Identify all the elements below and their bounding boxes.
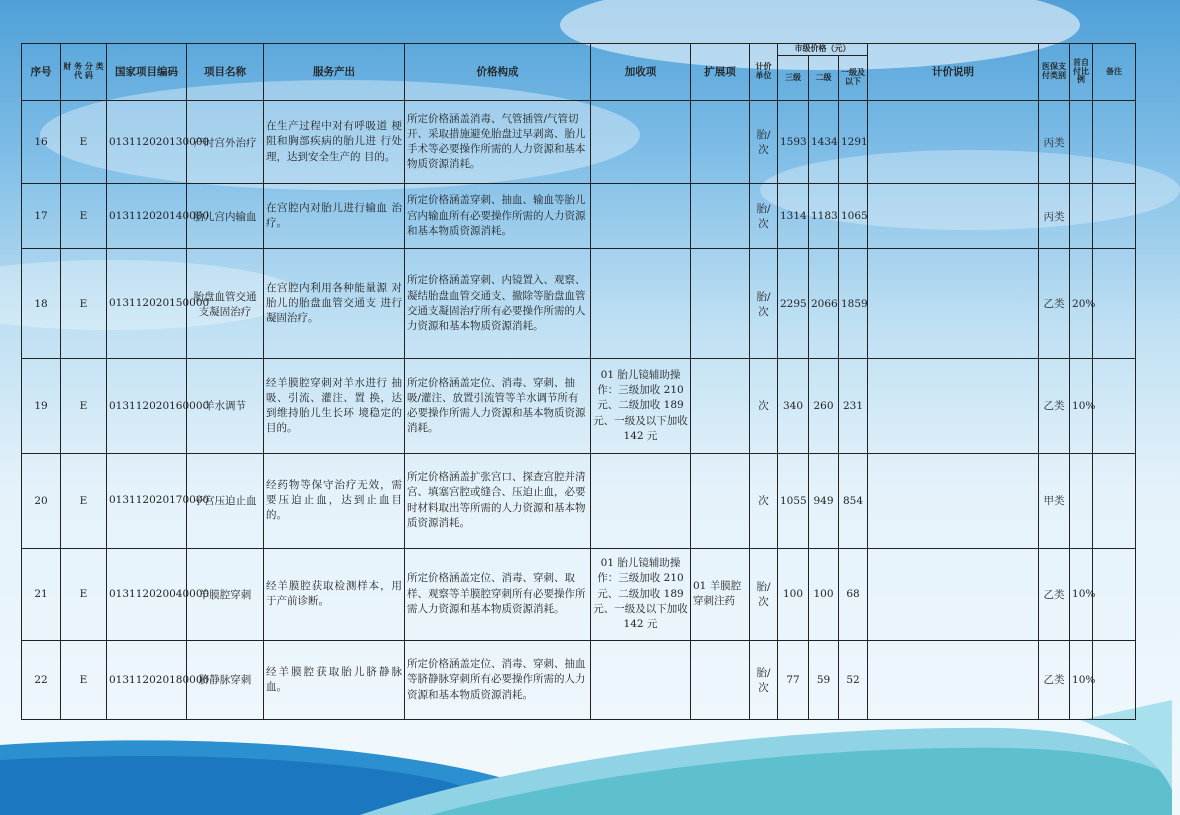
row-national-code: 013112020140000: [107, 184, 187, 249]
row-insurance-category: 乙类: [1039, 249, 1070, 359]
header-item-name: 项目名称: [187, 44, 264, 101]
row-price-level3: 100: [778, 548, 809, 640]
row-national-code: 013112020150000: [107, 249, 187, 359]
row-service-output: 经羊膜腔获取检测样本，用于产前诊断。: [264, 548, 405, 640]
header-level1-below: 一级及以下: [839, 56, 868, 101]
row-insurance-category: 乙类: [1039, 640, 1070, 719]
row-price-level2: 100: [809, 548, 839, 640]
row-extension: [691, 640, 750, 719]
header-self-pay-ratio: 首自付比例: [1070, 44, 1093, 101]
row-seq: 18: [22, 249, 61, 359]
row-price-level2: 260: [809, 359, 839, 453]
row-price-level3: 77: [778, 640, 809, 719]
row-item-name: 脐静脉穿刺: [187, 640, 264, 719]
row-service-output: 经羊膜腔穿刺对羊水进行 抽吸、引流、灌注、置 换，达到维持胎儿生长环 境稳定的目的。: [264, 359, 405, 453]
header-extension: 扩展项: [691, 44, 750, 101]
row-price-composition: 所定价格涵盖穿刺、内镜置入、观察、凝结胎盘血管交通支、撤除等胎盘血管交通支凝固治疗所有必要操作所需的人力资源和基本物质资源消耗。: [405, 249, 591, 359]
row-pricing-note: [868, 359, 1039, 453]
row-price-level1: 854: [839, 453, 868, 548]
row-unit: 胎/次: [750, 640, 778, 719]
row-unit: 胎/次: [750, 184, 778, 249]
row-finance-code: E: [61, 453, 107, 548]
row-national-code: 013112020170000: [107, 453, 187, 548]
row-seq: 19: [22, 359, 61, 453]
row-price-level1: 1291: [839, 101, 868, 184]
header-price-composition: 价格构成: [405, 44, 591, 101]
row-extension: [691, 184, 750, 249]
row-self-pay-ratio: [1070, 101, 1093, 184]
row-national-code: 013112020040000: [107, 548, 187, 640]
row-self-pay-ratio: 10%: [1070, 640, 1093, 719]
row-remark: [1093, 184, 1136, 249]
row-surcharge: [591, 249, 691, 359]
row-surcharge: [591, 101, 691, 184]
row-unit: 次: [750, 359, 778, 453]
row-service-output: 在宫腔内对胎儿进行输血 治疗。: [264, 184, 405, 249]
row-pricing-note: [868, 453, 1039, 548]
row-finance-code: E: [61, 249, 107, 359]
row-price-level1: 68: [839, 548, 868, 640]
row-finance-code: E: [61, 640, 107, 719]
row-price-level2: 1183: [809, 184, 839, 249]
row-insurance-category: 乙类: [1039, 548, 1070, 640]
row-remark: [1093, 101, 1136, 184]
row-self-pay-ratio: 10%: [1070, 359, 1093, 453]
row-unit: 胎/次: [750, 101, 778, 184]
row-price-composition: 所定价格涵盖定位、消毒、穿刺、取样、观察等羊膜腔穿刺所有必要操作所需人力资源和基本物质资源消耗。: [405, 548, 591, 640]
row-service-output: 经羊膜腔获取胎儿脐静脉 血。: [264, 640, 405, 719]
row-surcharge: [591, 184, 691, 249]
table-row: [22, 101, 1136, 184]
row-price-level1: 1065: [839, 184, 868, 249]
header-finance-code: 财 务 分 类 代 码: [61, 44, 107, 101]
row-price-level1: 231: [839, 359, 868, 453]
row-finance-code: E: [61, 184, 107, 249]
header-seq: 序号: [22, 44, 61, 101]
header-city-price: 市级价格（元）: [778, 44, 868, 56]
header-service-output: 服务产出: [264, 44, 405, 101]
row-self-pay-ratio: 10%: [1070, 548, 1093, 640]
row-remark: [1093, 249, 1136, 359]
row-insurance-category: 丙类: [1039, 184, 1070, 249]
row-price-level3: 340: [778, 359, 809, 453]
row-item-name: 羊膜腔穿刺: [187, 548, 264, 640]
row-price-composition: 所定价格涵盖穿刺、抽血、输血等胎儿宫内输血所有必要操作所需的人力资源和基本物质资源消耗。: [405, 184, 591, 249]
row-self-pay-ratio: [1070, 184, 1093, 249]
row-pricing-note: [868, 640, 1039, 719]
row-insurance-category: 乙类: [1039, 359, 1070, 453]
row-pricing-note: [868, 184, 1039, 249]
row-price-level3: 2295: [778, 249, 809, 359]
row-item-name: 产时宫外治疗: [187, 101, 264, 184]
row-self-pay-ratio: [1070, 453, 1093, 548]
row-insurance-category: 甲类: [1039, 453, 1070, 548]
row-seq: 20: [22, 453, 61, 548]
row-service-output: 在生产过程中对有呼吸道 梗阻和胸部疾病的胎儿进 行处理，达到安全生产的 目的。: [264, 101, 405, 184]
row-remark: [1093, 640, 1136, 719]
row-price-composition: 所定价格涵盖定位、消毒、穿刺、抽吸/灌注、放置引流管等羊水调节所有必要操作所需人力资源和基本物质资源消耗。: [405, 359, 591, 453]
row-extension: [691, 453, 750, 548]
row-national-code: 013112020130000: [107, 101, 187, 184]
row-remark: [1093, 548, 1136, 640]
row-price-level2: 949: [809, 453, 839, 548]
header-level2: 二级: [809, 56, 839, 101]
row-national-code: 013112020160000: [107, 359, 187, 453]
header-pricing-note: 计价说明: [868, 44, 1039, 101]
row-extension: [691, 249, 750, 359]
row-seq: 16: [22, 101, 61, 184]
row-extension: [691, 101, 750, 184]
row-price-composition: 所定价格涵盖扩张宫口、探查宫腔并清宫、填塞宫腔或缝合、压迫止血，必要时材料取出等所需的人力资源和基本物质资源消耗。: [405, 453, 591, 548]
row-finance-code: E: [61, 359, 107, 453]
row-surcharge: [591, 640, 691, 719]
row-price-composition: 所定价格涵盖消毒、气管插管/气管切开、采取措施避免胎盘过早剥离、胎儿手术等必要操作所需的人力资源和基本物质资源消耗。: [405, 101, 591, 184]
row-unit: 胎/次: [750, 548, 778, 640]
table-row: [22, 249, 1136, 359]
row-price-level2: 2066: [809, 249, 839, 359]
row-item-name: 子宫压迫止血: [187, 453, 264, 548]
row-price-level2: 1434: [809, 101, 839, 184]
header-national-code: 国家项目编码: [107, 44, 187, 101]
table-row: [22, 548, 1136, 640]
row-finance-code: E: [61, 101, 107, 184]
header-level3: 三级: [778, 56, 809, 101]
row-price-composition: 所定价格涵盖定位、消毒、穿刺、抽血等脐静脉穿刺所有必要操作所需的人力资源和基本物质资源消耗。: [405, 640, 591, 719]
row-item-name: 羊水调节: [187, 359, 264, 453]
row-surcharge: 01 胎儿镜辅助操作：三级加收 210 元、二级加收 189 元、一级及以下加收 142 元: [591, 359, 691, 453]
row-insurance-category: 丙类: [1039, 101, 1070, 184]
header-remarks: 备注: [1093, 44, 1136, 101]
table-row: [22, 640, 1136, 719]
price-table-sheet: [21, 43, 1135, 720]
row-service-output: 经药物等保守治疗无效，需要压迫止血，达到止血目的。: [264, 453, 405, 548]
row-surcharge: [591, 453, 691, 548]
row-price-level3: 1593: [778, 101, 809, 184]
row-remark: [1093, 359, 1136, 453]
row-price-level2: 59: [809, 640, 839, 719]
row-price-level3: 1314: [778, 184, 809, 249]
row-extension: 01 羊膜腔穿刺注药: [691, 548, 750, 640]
row-extension: [691, 359, 750, 453]
row-seq: 17: [22, 184, 61, 249]
row-pricing-note: [868, 101, 1039, 184]
row-self-pay-ratio: 20%: [1070, 249, 1093, 359]
row-remark: [1093, 453, 1136, 548]
table-row: [22, 184, 1136, 249]
header-unit: 计价单位: [750, 44, 778, 101]
row-surcharge: 01 胎儿镜辅助操作：三级加收 210 元、二级加收 189 元、一级及以下加收 142 元: [591, 548, 691, 640]
row-pricing-note: [868, 548, 1039, 640]
row-pricing-note: [868, 249, 1039, 359]
table-row: [22, 453, 1136, 548]
price-table: [21, 43, 1136, 720]
table-row: [22, 359, 1136, 453]
row-price-level3: 1055: [778, 453, 809, 548]
row-service-output: 在宫腔内利用各种能量源 对胎儿的胎盘血管交通支 进行凝固治疗。: [264, 249, 405, 359]
row-national-code: 013112020180000: [107, 640, 187, 719]
row-finance-code: E: [61, 548, 107, 640]
header-surcharge: 加收项: [591, 44, 691, 101]
row-unit: 次: [750, 453, 778, 548]
row-unit: 胎/次: [750, 249, 778, 359]
row-price-level1: 52: [839, 640, 868, 719]
row-item-name: 胎盘血管交通支凝固治疗: [187, 249, 264, 359]
row-price-level1: 1859: [839, 249, 868, 359]
header-insurance-category: 医保支付类别: [1039, 44, 1070, 101]
row-seq: 21: [22, 548, 61, 640]
row-seq: 22: [22, 640, 61, 719]
row-item-name: 胎儿宫内输血: [187, 184, 264, 249]
